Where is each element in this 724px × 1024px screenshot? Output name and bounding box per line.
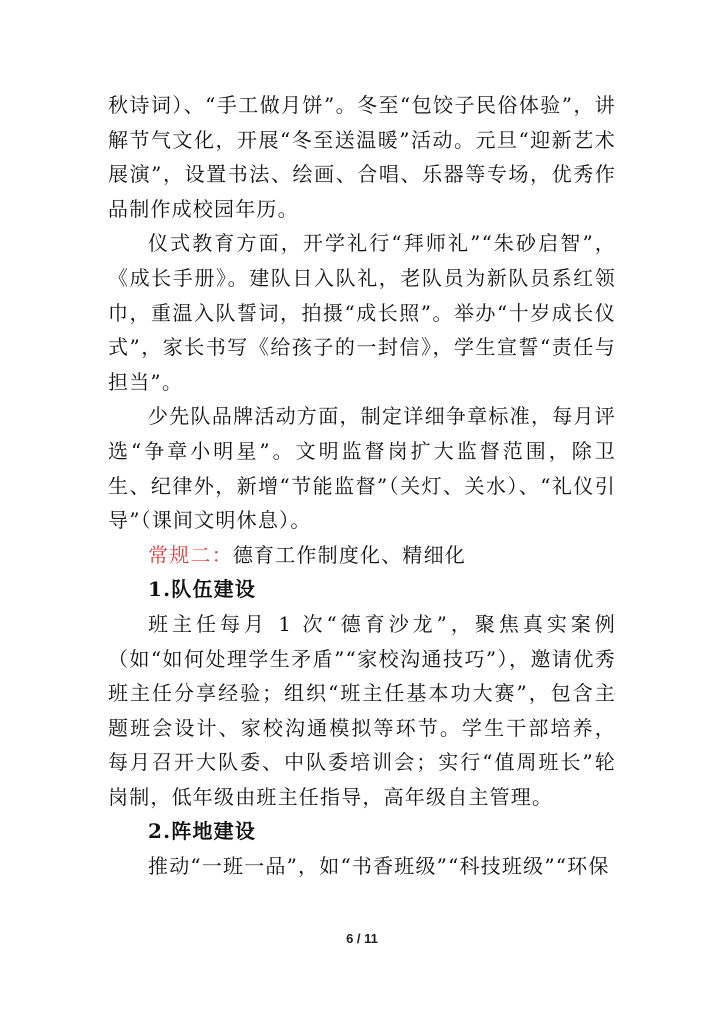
subheading-position-building: 2.阵地建设 (148, 819, 257, 844)
section-heading-title: 德育工作制度化、精细化 (232, 542, 467, 567)
paragraph-position-building: 推动“一班一品”，如“书香班级”“科技班级”“环保 (148, 854, 610, 879)
paragraph-ceremony-education: 仪式教育方面，开学礼行“拜师礼”“朱砂启智”，《成长手册》。建队日入队礼，老队员为新队员系红领巾，重温入队誓词，拍摄“成长照”。举办“十岁成长仪式”，家长书写《给孩子的一封信》，学生宣誓“责任与担当”。 (108, 231, 616, 394)
section-heading-label: 常规二： (148, 542, 233, 567)
document-body (108, 88, 616, 884)
paragraph-young-pioneers: 少先队品牌活动方面，制定详细争章标准，每月评选“争章小明星”。文明监督岗扩大监督范围，除卫生、纪律外，新增“节能监督”（关灯、关水）、“礼仪引导”（课间文明休息）。 (108, 404, 616, 533)
subheading-team-building: 1.队伍建设 (148, 577, 257, 602)
section-heading (108, 538, 616, 573)
paragraph-festival-activities: 秋诗词）、“手工做月饼”。冬至“包饺子民俗体验”，讲解节气文化，开展“冬至送温暖”活动。元旦“迎新艺术展演”，设置书法、绘画、合唱、乐器等专场，优秀作品制作成校园年历。 (108, 93, 616, 221)
paragraph-team-building: 班主任每月 1 次“德育沙龙”，聚焦真实案例（如“如何处理学生矛盾”“家校沟通技巧”），邀请优秀班主任分享经验；组织“班主任基本功大赛”，包含主题班会设计、家校沟通模拟等环节。学生干部培养，每月召开大队委、中队委培训会；实行“值周班长”轮岗制，低年级由班主任指导，高年级自主管理。 (108, 611, 616, 809)
page-number: 6 / 11 (346, 931, 378, 946)
